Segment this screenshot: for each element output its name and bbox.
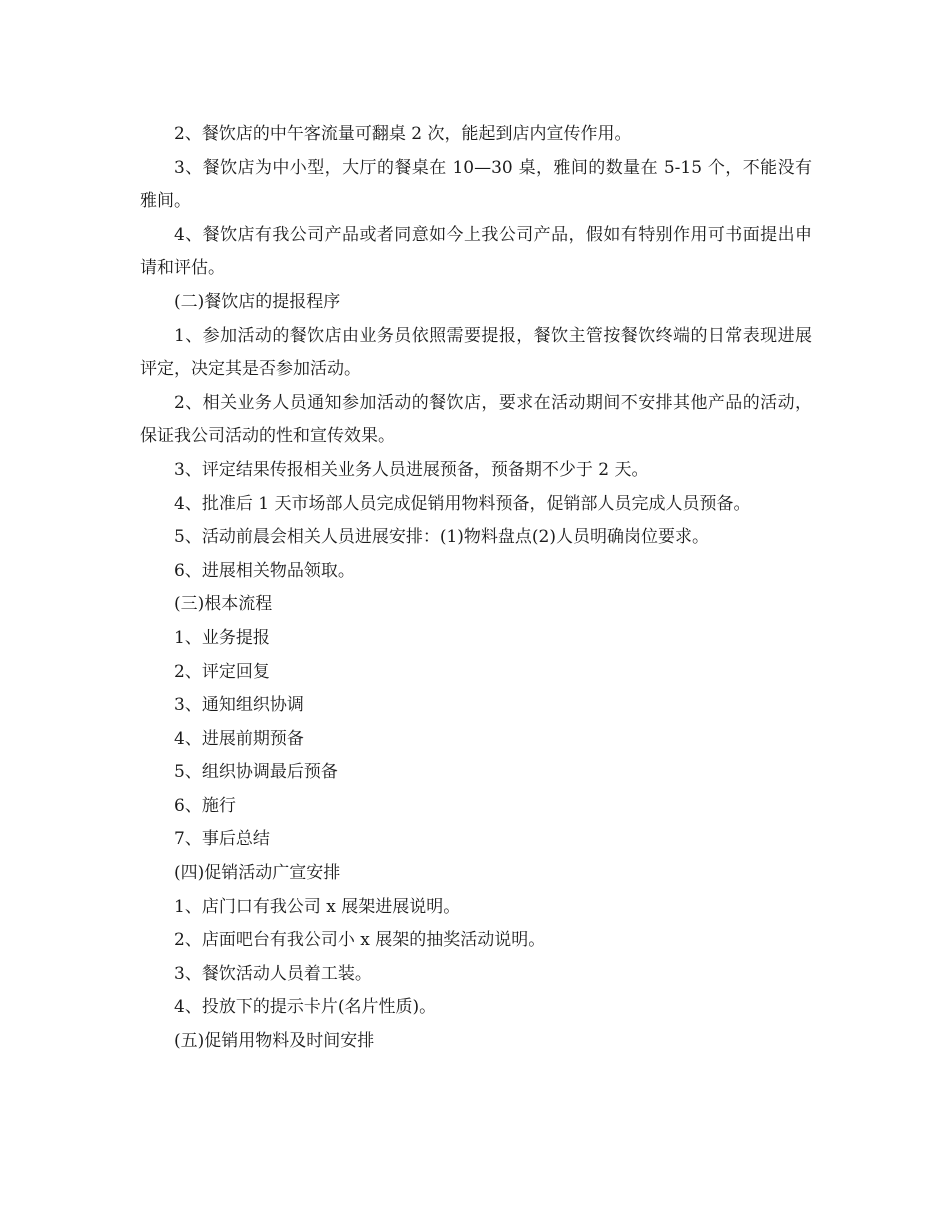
list-item-ads-1: 1、店门口有我公司 x 展架进展说明。: [174, 896, 461, 917]
paragraph-submission-2: 2、相关业务人员通知参加活动的餐饮店，要求在活动期间不安排其他产品的活动，保证我公司活动的性和宣传效果。: [140, 392, 812, 447]
paragraph-restaurant-size: 3、餐饮店为中小型，大厅的餐桌在 10—30 桌，雅间的数量在 5-15 个，不能没有雅间。: [140, 157, 812, 212]
paragraph-submission-5: 5、活动前晨会相关人员进展安排：(1)物料盘点(2)人员明确岗位要求。: [174, 527, 709, 548]
section-heading-basic-process: (三)根本流程: [174, 594, 273, 615]
list-item-process-6: 6、施行: [174, 795, 236, 816]
paragraph-submission-1: 1、参加活动的餐饮店由业务员依照需要提报，餐饮主管按餐饮终端的日常表现进展评定，决定其是否参加活动。: [140, 325, 812, 380]
document-body: [140, 118, 812, 1059]
list-item-process-7: 7、事后总结: [174, 829, 270, 850]
section-heading-materials-schedule: (五)促销用物料及时间安排: [174, 1031, 375, 1052]
paragraph-submission-6: 6、进展相关物品领取。: [174, 560, 355, 581]
paragraph-company-products: 4、餐饮店有我公司产品或者同意如今上我公司产品，假如有特别作用可书面提出申请和评估。: [140, 224, 812, 279]
paragraph-submission-3: 3、评定结果传报相关业务人员进展预备，预备期不少于 2 天。: [174, 459, 649, 480]
list-item-process-1: 1、业务提报: [174, 627, 270, 648]
list-item-ads-3: 3、餐饮活动人员着工装。: [174, 963, 372, 984]
list-item-process-5: 5、组织协调最后预备: [174, 762, 338, 783]
list-item-process-3: 3、通知组织协调: [174, 695, 304, 716]
section-heading-submission: (二)餐饮店的提报程序: [174, 291, 341, 312]
section-heading-promotion-ads: (四)促销活动广宣安排: [174, 863, 341, 884]
paragraph-submission-4: 4、批准后 1 天市场部人员完成促销用物料预备，促销部人员完成人员预备。: [174, 493, 751, 514]
list-item-ads-2: 2、店面吧台有我公司小 x 展架的抽奖活动说明。: [174, 930, 546, 951]
list-item-process-2: 2、评定回复: [174, 661, 270, 682]
paragraph-restaurant-turnover: 2、餐饮店的中午客流量可翻桌 2 次，能起到店内宣传作用。: [174, 124, 632, 144]
list-item-process-4: 4、进展前期预备: [174, 728, 304, 749]
list-item-ads-4: 4、投放下的提示卡片(名片性质)。: [174, 997, 437, 1018]
